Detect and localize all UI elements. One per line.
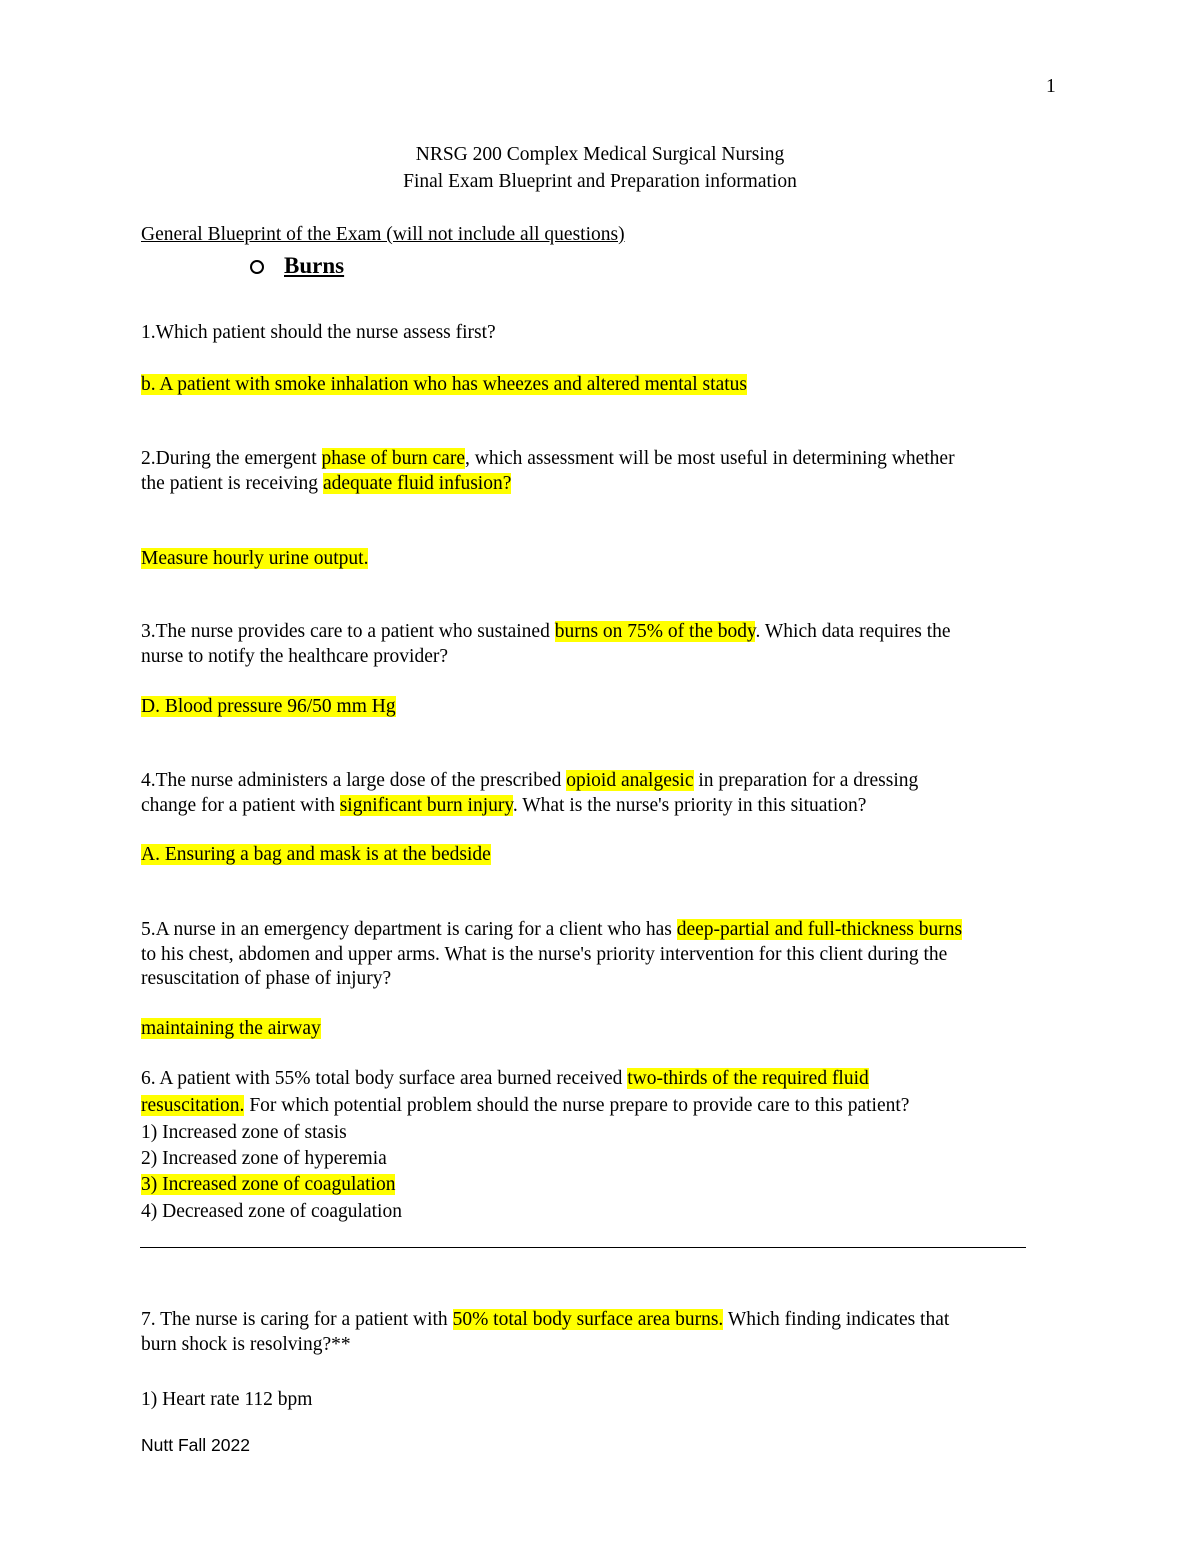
highlight-span: two-thirds of the required fluid — [627, 1068, 869, 1089]
text-span: change for a patient with — [141, 795, 340, 816]
highlight-span: opioid analgesic — [566, 770, 694, 791]
circle-bullet-icon — [250, 260, 264, 274]
question-3-line-2: nurse to notify the healthcare provider? — [141, 646, 449, 667]
highlight-span: significant burn injury — [339, 795, 513, 816]
question-5-line-1 — [141, 917, 962, 942]
highlight-span: deep-partial and full-thickness burns — [676, 919, 963, 940]
question-1: 1.Which patient should the nurse assess first? — [141, 322, 496, 343]
text-span: For which potential problem should the nurse prepare to provide care to this patient? — [244, 1095, 910, 1116]
text-span: 2.During the emergent — [141, 448, 322, 469]
blueprint-heading: General Blueprint of the Exam (will not include all questions) — [141, 224, 625, 245]
question-6-option-4: 4) Decreased zone of coagulation — [141, 1201, 402, 1222]
highlight-span: adequate fluid infusion? — [322, 473, 512, 494]
question-6-line-1 — [141, 1066, 869, 1091]
answer-5 — [141, 1016, 321, 1041]
highlight-span: phase of burn care — [321, 448, 465, 469]
question-5-line-3: resuscitation of phase of injury? — [141, 968, 392, 989]
question-6-option-1: 1) Increased zone of stasis — [141, 1122, 347, 1143]
section-title: Burns — [284, 253, 345, 278]
question-3-line-1 — [141, 619, 951, 644]
text-span: the patient is receiving — [141, 473, 323, 494]
question-6-line-2 — [141, 1093, 909, 1118]
document-subtitle: Final Exam Blueprint and Preparation information — [403, 171, 797, 192]
answer-4 — [141, 842, 491, 867]
question-7-line-1 — [141, 1307, 949, 1332]
question-7-option-1: 1) Heart rate 112 bpm — [141, 1389, 313, 1410]
answer-1 — [141, 372, 747, 397]
text-span: . What is the nurse's priority in this situation? — [512, 795, 867, 816]
section-burns — [250, 253, 344, 280]
answer-3-highlight: D. Blood pressure 96/50 mm Hg — [141, 696, 396, 717]
highlight-span: 50% total body surface area burns. — [452, 1309, 724, 1330]
text-span: , which assessment will be most useful in determining whether — [465, 448, 955, 469]
question-4-line-1 — [141, 768, 918, 793]
text-span: 4.The nurse administers a large dose of the prescribed — [141, 770, 567, 791]
text-span: 6. A patient with 55% total body surface area burned received — [141, 1068, 628, 1089]
document-title: NRSG 200 Complex Medical Surgical Nursing — [415, 144, 785, 165]
text-span: in preparation for a dressing — [693, 770, 919, 791]
answer-3 — [141, 694, 396, 719]
question-2-line-1 — [141, 446, 955, 471]
text-span: . Which data requires the — [755, 621, 951, 642]
answer-1-highlight: b. A patient with smoke inhalation who has wheezes and altered mental status — [141, 374, 747, 395]
answer-2 — [141, 546, 368, 571]
horizontal-divider — [140, 1247, 1026, 1248]
question-7-line-2: burn shock is resolving?** — [141, 1334, 351, 1355]
question-6-option-2: 2) Increased zone of hyperemia — [141, 1148, 387, 1169]
question-2-line-2 — [141, 471, 511, 496]
question-6-option-3 — [141, 1172, 395, 1197]
text-span: 3.The nurse provides care to a patient who sustained — [141, 621, 555, 642]
question-4-line-2 — [141, 793, 866, 818]
page-footer: Nutt Fall 2022 — [141, 1435, 250, 1455]
text-span: 5.A nurse in an emergency department is caring for a client who has — [141, 919, 677, 940]
page-number: 1 — [1046, 76, 1056, 97]
text-span: 7. The nurse is caring for a patient with — [141, 1309, 453, 1330]
answer-2-highlight: Measure hourly urine output. — [141, 548, 369, 569]
answer-4-highlight: A. Ensuring a bag and mask is at the bedside — [141, 844, 491, 865]
question-5-line-2: to his chest, abdomen and upper arms. What is the nurse's priority intervention for this client during the — [141, 944, 948, 965]
highlight-span: burns on 75% of the body — [554, 621, 756, 642]
text-span: Which finding indicates that — [723, 1309, 950, 1330]
answer-6-highlight: 3) Increased zone of coagulation — [141, 1174, 396, 1195]
answer-5-highlight: maintaining the airway — [141, 1018, 321, 1039]
highlight-span: resuscitation. — [141, 1095, 245, 1116]
